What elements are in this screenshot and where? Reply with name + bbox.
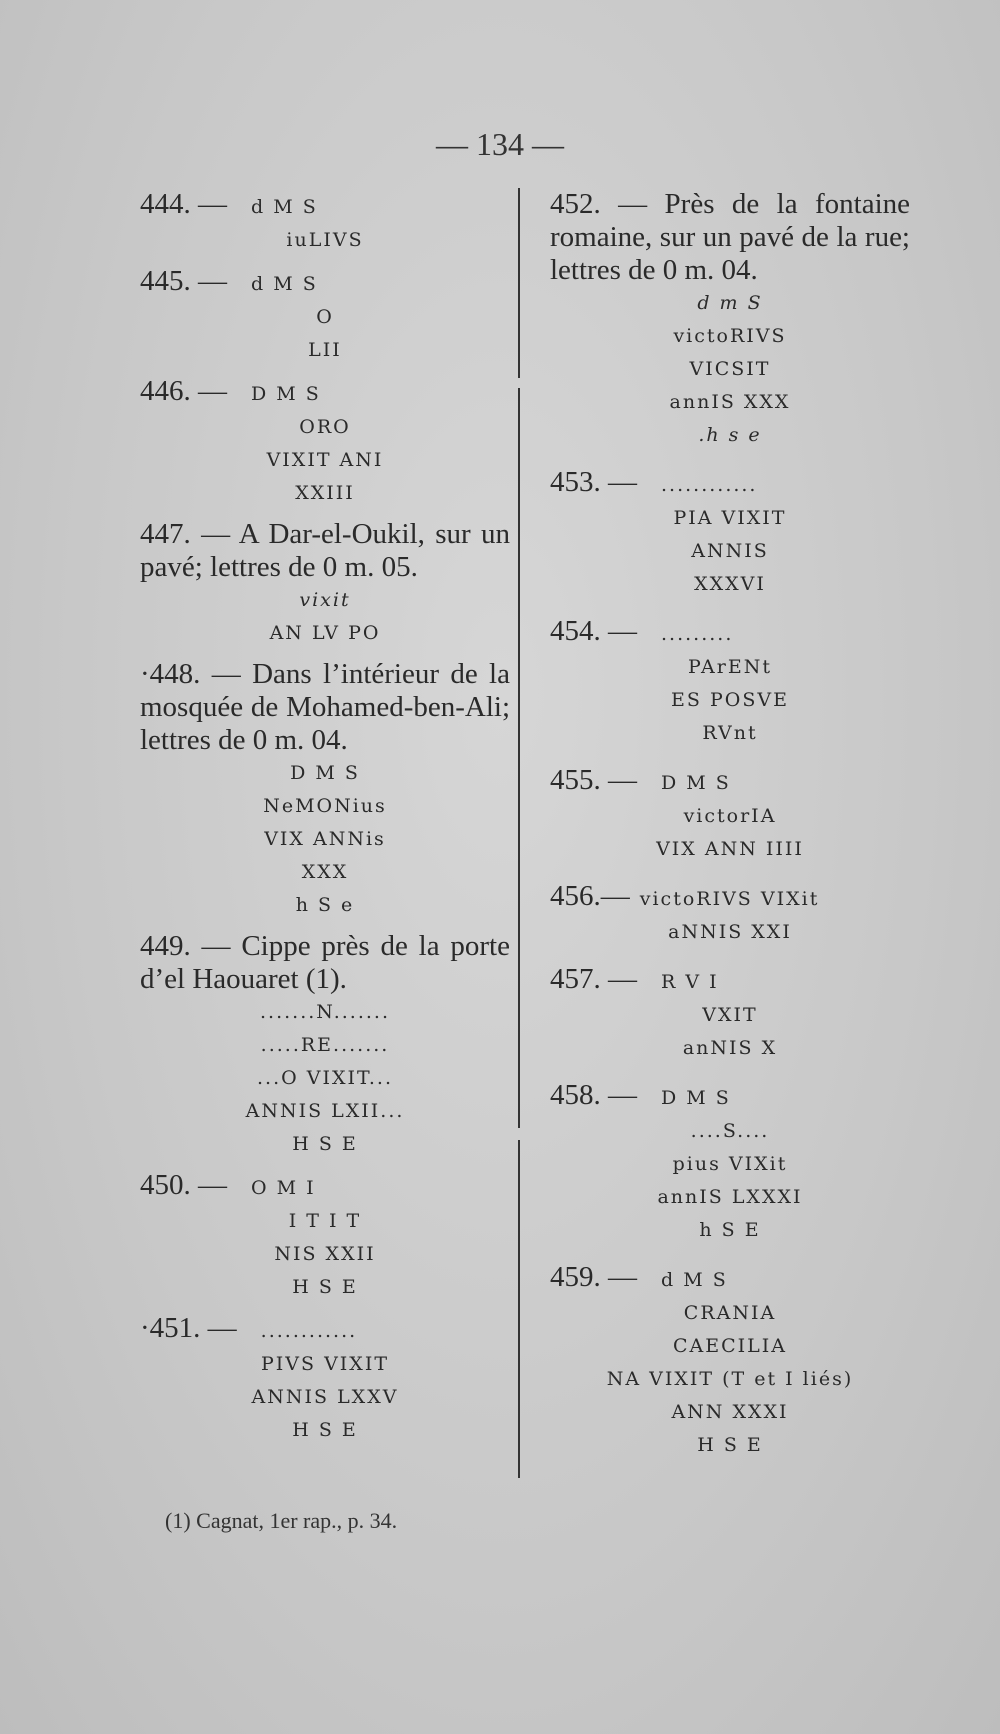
inscription-line: NA VIXIT (T et I liés) [606,1368,854,1390]
inscription-line: O M I [251,1177,316,1199]
inscription-line: .h s e [698,424,762,446]
inscription-451 [140,1312,510,1447]
inscription-line: H S E [292,1276,358,1298]
entry-description: 447. — A Dar-el-Oukil, sur un pavé; lettres de 0 m. 05. [140,518,510,583]
footnote: (1) Cagnat, 1er rap., p. 34. [165,1508,398,1533]
inscription-452 [550,188,910,452]
inscription-line: D M S [661,772,731,794]
inscription-line: h S e [295,894,355,916]
inscription-line: annIS XXX [669,391,791,413]
inscription-line: victoRIVS [673,325,787,347]
inscription-445 [140,265,510,367]
inscription-line: vixit [299,589,351,611]
inscription-457 [550,963,910,1065]
inscription-455 [550,764,910,866]
inscription-line: .....RE....... [260,1034,390,1056]
inscription-line: victoRIVS VIXit [639,888,820,910]
inscription-line: iuLIVS [286,229,364,251]
inscription-line: pius VIXit [672,1153,788,1175]
inscription-line: .......N....... [260,1001,390,1023]
inscription-line: O [316,306,334,328]
entry-number: 444. — [140,188,227,220]
inscription-line: ...O VIXIT... [257,1067,393,1089]
inscription-line: VXIT [702,1004,758,1026]
inscription-line: XXX [301,861,349,883]
inscription-444 [140,188,510,257]
entry-description: ·448. — Dans l’intérieur de la mosquée de Mohamed-ben-Ali; lettres de 0 m. 04. [140,658,510,756]
inscription-line: CAECILIA [672,1335,787,1357]
inscription-458 [550,1079,910,1247]
entry-number: 459. — [550,1261,637,1293]
inscription-line: ANN XXXI [671,1401,789,1423]
inscription-459 [550,1261,910,1462]
inscription-line: CRANIA [683,1302,777,1324]
inscription-line: annIS LXXXI [657,1186,803,1208]
inscription-line: VIX ANN IIII [656,838,804,860]
inscription-line: d M S [251,196,318,218]
entry-number: 455. — [550,764,637,796]
inscription-line: ............ [260,1320,358,1342]
inscription-line: PIVS VIXIT [261,1353,389,1375]
inscription-line: ES POSVE [671,689,789,711]
inscription-449 [140,930,510,1161]
inscription-line: D M S [290,762,360,784]
inscription-line: ............ [661,474,758,496]
inscription-line: victorIA [683,805,777,827]
inscription-line: PIA VIXIT [673,507,787,529]
entry-number: 445. — [140,265,227,297]
inscription-line: ANNIS LXXV [251,1386,399,1408]
inscription-line: H S E [697,1434,763,1456]
inscription-line: ....S.... [690,1120,770,1142]
inscription-line: ANNIS LXII... [245,1100,405,1122]
inscription-line: XXXVI [694,573,766,595]
inscription-line: d M S [251,273,318,295]
inscription-line: XXIII [295,482,355,504]
entry-description: 452. — Près de la fontaine romaine, sur un pavé de la rue; lettres de 0 m. 04. [550,188,910,286]
inscription-line: aNNIS XXI [668,921,792,943]
inscription-line: D M S [251,383,321,405]
entry-number: ·451. — [140,1312,237,1344]
entry-number: 458. — [550,1079,637,1111]
column-divider [518,1140,520,1478]
column-divider [518,388,520,1128]
inscription-448 [140,658,510,922]
inscription-line: VIXIT ANI [266,449,384,471]
inscription-line: h S E [699,1219,761,1241]
inscription-line: H S E [292,1133,358,1155]
inscription-line: I T I T [288,1210,362,1232]
inscription-line: anNIS X [682,1037,778,1059]
inscription-line: PArENt [688,656,772,678]
entry-number: 450. — [140,1169,227,1201]
inscription-line: LII [308,339,342,361]
column-divider [518,188,520,378]
inscription-line: R V I [661,971,719,993]
left-column [140,188,510,1447]
inscription-line: ......... [661,623,734,645]
inscription-456 [550,880,910,949]
inscription-line: D M S [661,1087,731,1109]
inscription-line: AN LV PO [269,622,381,644]
inscription-line: NeMONius [263,795,387,817]
inscription-450 [140,1169,510,1304]
entry-description: 449. — Cippe près de la porte d’el Haouaret (1). [140,930,510,995]
entry-number: 456.— [550,880,630,912]
inscription-line: VICSIT [689,358,771,380]
inscription-line: d M S [661,1269,728,1291]
inscription-454 [550,615,910,750]
inscription-line: NIS XXII [274,1243,376,1265]
page-number: — 134 — [436,126,564,162]
inscription-line: RVnt [702,722,758,744]
inscription-446 [140,375,510,510]
inscription-line: VIX ANNis [264,828,386,850]
entry-number: 454. — [550,615,637,647]
entry-number: 453. — [550,466,637,498]
inscription-line: H S E [292,1419,358,1441]
inscription-453 [550,466,910,601]
entry-number: 446. — [140,375,227,407]
inscription-line: ORO [299,416,351,438]
inscription-447 [140,518,510,650]
inscription-line: ANNIS [691,540,769,562]
right-column [550,188,910,1462]
entry-number: 457. — [550,963,637,995]
inscription-line: d m S [697,292,763,314]
